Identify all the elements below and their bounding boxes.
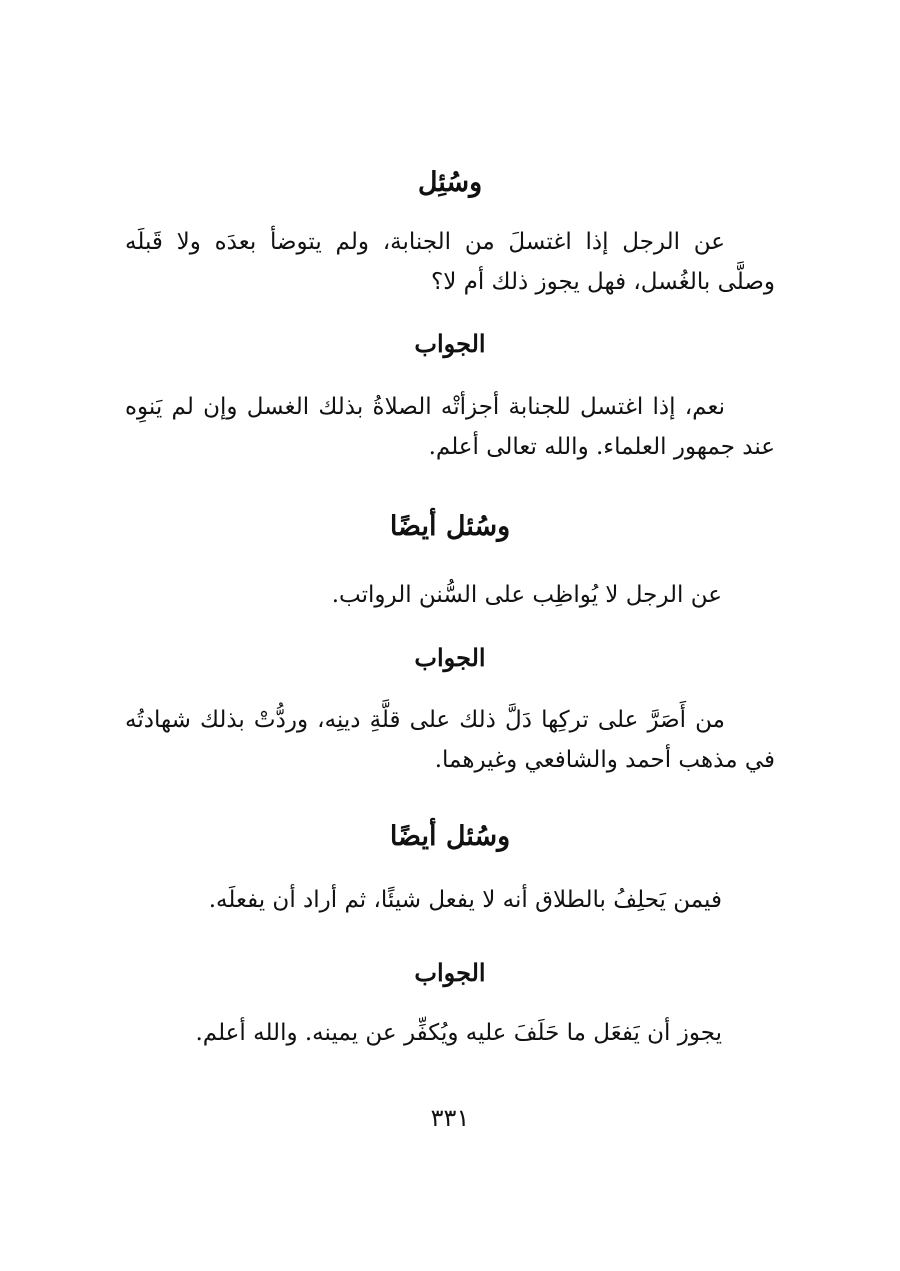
question-heading: وسُئل أيضًا: [389, 821, 511, 852]
question-heading: وسُئل أيضًا: [389, 511, 511, 542]
answer-text: من أَصَرَّ على تركِها دَلَّ ذلك على قلَّةِ دينِه، وردُّتْ بذلك شهادتُه في مذهب أحمد والشافعي وغيرهما.: [125, 707, 775, 773]
page-number: ٣٣١: [430, 1104, 470, 1132]
answer-heading: الجواب: [414, 643, 486, 672]
question-heading: وسُئِل: [417, 167, 483, 198]
question-text: عن الرجل لا يُواظِب على السُّنن الرواتب.: [331, 582, 722, 608]
question-text: فيمن يَحلِفُ بالطلاق أنه لا يفعل شيئًا، ثم أراد أن يفعلَه.: [208, 887, 722, 913]
answer-heading: الجواب: [414, 958, 486, 987]
answer-text: نعم، إذا اغتسل للجنابة أجزأتْه الصلاةُ بذلك الغسل وإن لم يَنوِه عند جمهور العلماء. والله تعالى أعلم.: [125, 394, 775, 460]
question-text: عن الرجل إذا اغتسلَ من الجنابة، ولم يتوضأ بعدَه ولا قَبلَه وصلَّى بالغُسل، فهل يجوز ذلك أم لا؟: [125, 229, 775, 295]
answer-heading: الجواب: [414, 329, 486, 358]
answer-text: يجوز أن يَفعَل ما حَلَفَ عليه ويُكفِّر عن يمينه. والله أعلم.: [195, 1020, 722, 1046]
